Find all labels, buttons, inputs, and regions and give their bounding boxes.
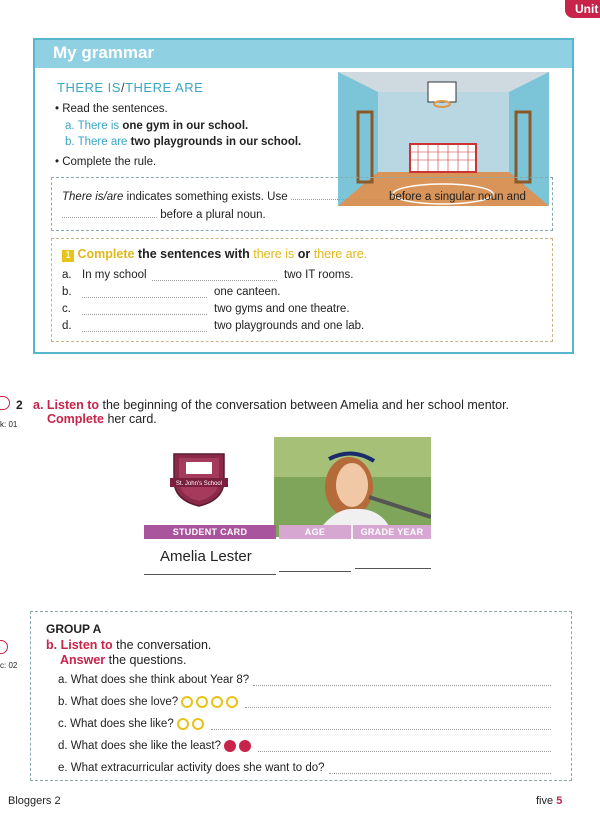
audio-icon[interactable] <box>0 396 10 410</box>
grade-year-label: GRADE YEAR <box>353 525 431 539</box>
exercise-1-box <box>51 238 553 342</box>
grade-year-field[interactable] <box>355 568 431 569</box>
complete-rule-instruction: • Complete the rule. <box>55 156 157 168</box>
grammar-header: My grammar <box>35 40 572 68</box>
question-b: b. What does she love? <box>58 696 551 708</box>
dislike-icons-d <box>224 740 254 752</box>
dislike-icon <box>224 740 236 752</box>
exercise-1-item-d: d. <box>62 320 72 332</box>
student-name: Amelia Lester <box>160 548 252 565</box>
group-instruction-1: b. Listen to the conversation. <box>46 638 212 652</box>
unit-tab: Unit <box>565 0 600 18</box>
question-c: c. What does she like? <box>58 718 551 730</box>
group-instruction-2: Answer the questions. <box>60 653 187 667</box>
rule-box <box>51 177 553 231</box>
sentence-a: a. There is one gym in our school. <box>65 120 249 132</box>
heart-icons-b <box>181 696 241 708</box>
page-number: 5 <box>556 795 563 807</box>
dislike-icon <box>239 740 251 752</box>
question-a: a. What does she think about Year 8? <box>58 674 551 686</box>
answer-field-e[interactable] <box>329 763 551 774</box>
group-title: GROUP A <box>46 622 102 636</box>
grammar-box <box>33 38 574 354</box>
school-crest-icon <box>168 450 230 508</box>
like-icon <box>177 718 189 730</box>
exercise-1-blank-d[interactable] <box>82 320 207 332</box>
school-name-text: St. John's School <box>175 481 223 487</box>
rule-blank-1[interactable] <box>291 188 386 200</box>
exercise-1-blank-b[interactable] <box>82 286 207 298</box>
group-a-box <box>30 611 572 781</box>
exercise-1-item-c-post: two gyms and one theatre. <box>214 303 350 315</box>
rule-line-2: before a plural noun. <box>62 206 266 221</box>
student-card-label: STUDENT CARD <box>144 525 276 539</box>
rule-blank-2[interactable] <box>62 206 157 218</box>
like-icons-c <box>177 718 207 730</box>
track-label-1: k: 01 <box>0 420 18 429</box>
exercise-2-instruction-2: Complete her card. <box>47 412 157 426</box>
age-label: AGE <box>279 525 351 539</box>
exercise-2-number: 2 <box>16 398 23 412</box>
like-icon <box>226 696 238 708</box>
sentence-b: b. There are two playgrounds in our school. <box>65 136 302 148</box>
exercise-1-instruction: 1 Complete the sentences with there is or there are. <box>62 247 367 262</box>
answer-field-d[interactable] <box>258 741 551 752</box>
exercise-2-instruction: a. Listen to the beginning of the conversation between Amelia and her school mentor. <box>33 398 510 412</box>
answer-field-c[interactable] <box>211 719 551 730</box>
like-icon <box>211 696 223 708</box>
exercise-1-item-b-post: one canteen. <box>214 286 281 298</box>
answer-field-a[interactable] <box>253 675 551 686</box>
exercise-1-number: 1 <box>62 250 74 262</box>
like-icon <box>196 696 208 708</box>
like-icon <box>181 696 193 708</box>
question-e: e. What extracurricular activity does she want to do? <box>58 762 551 774</box>
exercise-1-blank-a[interactable] <box>152 269 277 281</box>
read-instruction: • Read the sentences. <box>55 103 168 115</box>
exercise-1-item-a: a. <box>62 269 72 281</box>
rule-title: THERE IS/THERE ARE <box>57 80 204 95</box>
track-label-2: c: 02 <box>0 661 18 670</box>
exercise-1-blank-c[interactable] <box>82 303 207 315</box>
book-title: Bloggers 2 <box>8 795 61 807</box>
rule-line-1: There is/are indicates something exists. Use before a singular noun and <box>62 188 552 203</box>
exercise-1-item-a-post: two IT rooms. <box>284 269 354 281</box>
like-icon <box>192 718 204 730</box>
exercise-1-item-c: c. <box>62 303 71 315</box>
age-field[interactable] <box>279 571 351 572</box>
exercise-1-item-b: b. <box>62 286 72 298</box>
audio-icon-2[interactable] <box>0 640 8 654</box>
student-photo <box>274 437 431 537</box>
name-line <box>144 574 276 575</box>
exercise-1-item-d-post: two playgrounds and one lab. <box>214 320 365 332</box>
page-number-word: five 5 <box>536 795 563 807</box>
exercise-1-item-a-pre: In my school <box>82 269 147 281</box>
answer-field-b[interactable] <box>245 697 551 708</box>
question-d: d. What does she like the least? <box>58 740 551 752</box>
